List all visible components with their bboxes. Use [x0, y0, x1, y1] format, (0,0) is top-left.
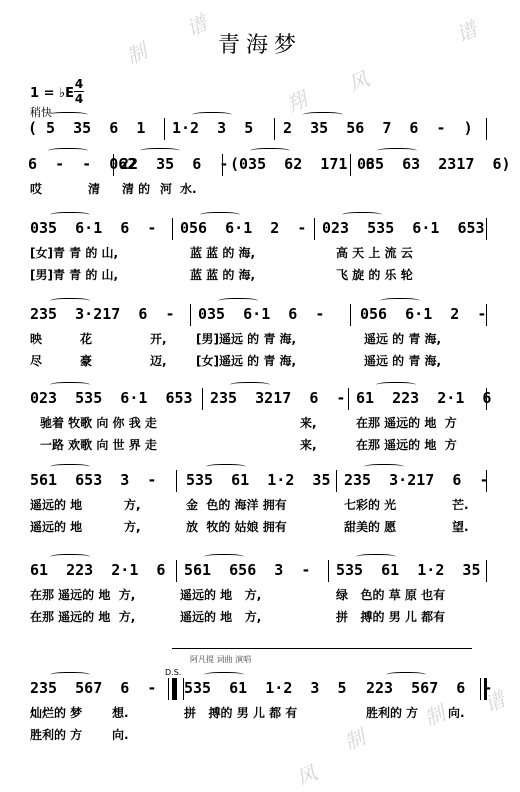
- lyric-line: [0, 436, 520, 454]
- lyric-text: 在那 遥远的 地 方,: [30, 610, 136, 624]
- lyric-line: [0, 244, 520, 262]
- lyric-text: 想.: [112, 706, 129, 720]
- lyric-text: 向.: [112, 728, 129, 742]
- lyric-text: 芒.: [452, 498, 469, 512]
- lyric-text: 望.: [452, 520, 469, 534]
- lyric-text: 来,: [300, 438, 317, 452]
- notation-measure: 561 656 3 -: [184, 561, 311, 579]
- lyric-text: 在那 遥远的 地 方: [356, 438, 457, 452]
- notation-line: [0, 218, 520, 242]
- notation-measure: 023 535 6·1 653: [30, 389, 193, 407]
- slur-arc: [50, 382, 90, 389]
- lyric-text: 方,: [124, 498, 141, 512]
- notation-measure: 223 567 6 -: [366, 679, 493, 697]
- notation-measure: 235 567 6 -: [30, 679, 157, 697]
- final-bar-line: [480, 678, 487, 700]
- watermark-glyph: 风: [344, 66, 373, 97]
- notation-measure: 235 3217 6 -: [210, 389, 346, 407]
- bar-line: [350, 154, 351, 176]
- lyric-text: 清 的: [122, 182, 151, 196]
- lyric-text: 在那 遥远的 地 方: [356, 416, 457, 430]
- notation-measure: 535 61 1·2 3 5: [184, 679, 347, 697]
- lyric-text: 花: [80, 332, 93, 346]
- watermark-glyph: 谱: [480, 686, 509, 717]
- notation-measure: 535 61 1·2 35: [336, 561, 481, 579]
- meter-numerator: 4: [74, 77, 84, 91]
- slur-arc: [140, 148, 180, 155]
- notation-measure: 035 63 2317 6): [357, 155, 511, 173]
- notation-line: [0, 470, 520, 494]
- slur-arc: [376, 382, 416, 389]
- notation-measure: 2 35 56 7 6 - ): [283, 119, 473, 137]
- slur-arc: [204, 672, 244, 679]
- lyric-line: [0, 352, 520, 370]
- lyric-text: 遥远 的 青 海,: [364, 332, 442, 346]
- lyric-text: 高 天 上 流 云: [336, 246, 413, 260]
- slur-arc: [356, 554, 396, 561]
- credit-line: 阿凡提 词曲 演唱: [190, 655, 252, 664]
- lyric-text: 飞 旋 的 乐 轮: [336, 268, 413, 282]
- lyric-line: [0, 180, 520, 198]
- bar-line: [336, 470, 337, 492]
- lyric-text: 绿 色的 草 原 也有: [336, 588, 446, 602]
- lyric-text: 尽: [30, 354, 43, 368]
- bar-line: [486, 118, 487, 140]
- tempo-marking: 稍快: [30, 106, 52, 119]
- watermark-glyph: 制: [122, 38, 151, 69]
- lyric-text: 水.: [180, 182, 197, 196]
- lyric-text: 甜美的 愿: [344, 520, 397, 534]
- notation-measure: 561 653 3 -: [30, 471, 157, 489]
- slur-arc: [50, 212, 90, 219]
- repeat-bar: [174, 678, 184, 700]
- lyric-text: 蓝 蓝 的 海,: [190, 268, 256, 282]
- watermark-glyph: 谱: [182, 10, 211, 41]
- lyric-text: 迈,: [150, 354, 167, 368]
- bar-line: [176, 470, 177, 492]
- lyric-text: 拼 搏的 男 儿 都有: [336, 610, 446, 624]
- bar-line: [202, 388, 203, 410]
- lyric-text: 方,: [124, 520, 141, 534]
- lyric-text: 拼 搏的 男 儿 都 有: [184, 706, 298, 720]
- bar-line: [348, 388, 349, 410]
- lyric-text: [女]青 青 的 山,: [30, 246, 119, 260]
- slur-arc: [230, 382, 270, 389]
- slur-arc: [386, 672, 426, 679]
- credit-rule: [172, 648, 472, 649]
- lyric-line: [0, 266, 520, 284]
- lyric-line: [0, 726, 520, 744]
- lyric-text: 胜利的 方: [366, 706, 419, 720]
- slur-arc: [50, 554, 90, 561]
- notation-measure: 056 6·1 2 -: [180, 219, 307, 237]
- watermark-glyph: 制: [340, 724, 369, 755]
- bar-line: [222, 154, 223, 176]
- lyric-text: 遥远的 地 方,: [180, 588, 262, 602]
- lyric-text: 遥远的 地: [30, 498, 83, 512]
- slur-arc: [364, 464, 404, 471]
- lyric-text: 豪: [80, 354, 93, 368]
- lyric-line: [0, 518, 520, 536]
- bar-line: [274, 118, 275, 140]
- time-signature: [74, 78, 84, 105]
- notation-measure: 035 6·1 6 -: [198, 305, 325, 323]
- lyric-text: 驰着 牧歌 向 你 我 走: [40, 416, 157, 430]
- notation-line: [0, 560, 520, 584]
- lyric-text: 金 色的 海洋 拥有: [186, 498, 287, 512]
- slur-arc: [206, 464, 246, 471]
- lyric-text: 河: [160, 182, 173, 196]
- lyric-text: 遥远 的 青 海,: [364, 354, 442, 368]
- lyric-text: 哎: [30, 182, 43, 196]
- slur-arc: [50, 298, 90, 305]
- lyric-text: 遥远的 地 方,: [180, 610, 262, 624]
- notation-measure: 056 6·1 2 -: [360, 305, 487, 323]
- lyric-line: [0, 608, 520, 626]
- lyric-text: [女]遥远 的 青 海,: [196, 354, 297, 368]
- slur-arc: [380, 298, 420, 305]
- lyric-text: 一路 欢歌 向 世 界 走: [40, 438, 157, 452]
- slur-arc: [200, 212, 240, 219]
- bar-line: [190, 304, 191, 326]
- notation-measure: 235 3·217 6 -: [30, 305, 175, 323]
- lyric-text: 清: [88, 182, 101, 196]
- notation-measure: 1·2 3 5: [172, 119, 254, 137]
- lyric-text: 蓝 蓝 的 海,: [190, 246, 256, 260]
- song-title: 青海梦: [217, 33, 302, 58]
- lyric-text: 遥远的 地: [30, 520, 83, 534]
- slur-arc: [48, 112, 88, 119]
- notation-line: [0, 678, 520, 702]
- watermark-glyph: 风: [292, 760, 321, 791]
- slur-arc: [342, 212, 382, 219]
- slur-arc: [377, 148, 417, 155]
- notation-measure: 61 223 2·1 6: [30, 561, 166, 579]
- slur-arc: [192, 112, 232, 119]
- notation-measure: 22 35 6 -: [120, 155, 229, 173]
- lyric-line: [0, 704, 520, 722]
- bar-line: [350, 304, 351, 326]
- notation-line: [0, 154, 520, 178]
- bar-line: [486, 304, 487, 326]
- lyric-text: 向.: [448, 706, 465, 720]
- bar-line: [176, 560, 177, 582]
- watermark-glyph: 翔: [282, 86, 311, 117]
- watermark-glyph: 谱: [452, 16, 481, 47]
- bar-line: [172, 218, 173, 240]
- bar-line: [486, 218, 487, 240]
- lyric-line: [0, 496, 520, 514]
- slur-arc: [218, 298, 258, 305]
- notation-line: [0, 388, 520, 412]
- lyric-text: 灿烂的 梦: [30, 706, 83, 720]
- notation-measure: 6 - - 062: [28, 155, 137, 173]
- bar-line: [486, 388, 487, 410]
- bar-line: [164, 118, 165, 140]
- watermark-glyph: 制: [420, 700, 449, 731]
- notation-measure: (035 62 171 6: [230, 155, 375, 173]
- notation-measure: 023 535 6·1 653: [322, 219, 485, 237]
- bar-line: [486, 470, 487, 492]
- bar-line: [113, 154, 114, 176]
- lyric-text: 开,: [150, 332, 167, 346]
- slur-arc: [50, 672, 90, 679]
- notation-line: [0, 118, 520, 142]
- lyric-text: [男]遥远 的 青 海,: [196, 332, 297, 346]
- lyric-text: 映: [30, 332, 43, 346]
- slur-arc: [303, 112, 343, 119]
- lyric-text: 七彩的 光: [344, 498, 397, 512]
- notation-measure: 535 61 1·2 35: [186, 471, 331, 489]
- lyric-text: 来,: [300, 416, 317, 430]
- meter-denominator: 4: [74, 92, 84, 106]
- bar-line: [314, 218, 315, 240]
- slur-arc: [204, 554, 244, 561]
- lyric-line: [0, 414, 520, 432]
- lyric-text: [男]青 青 的 山,: [30, 268, 119, 282]
- lyric-text: 胜利的 方: [30, 728, 83, 742]
- key-signature: 1 = ♭E: [30, 86, 75, 101]
- lyric-text: 在那 遥远的 地 方,: [30, 588, 136, 602]
- slur-arc: [250, 148, 290, 155]
- slur-arc: [50, 464, 90, 471]
- notation-line: [0, 304, 520, 328]
- lyric-line: [0, 330, 520, 348]
- slur-arc: [48, 148, 88, 155]
- lyric-line: [0, 586, 520, 604]
- notation-measure: ( 5 35 6 1: [28, 119, 146, 137]
- notation-measure: 235 3·217 6 -: [344, 471, 489, 489]
- lyric-text: 放 牧的 姑娘 拥有: [186, 520, 287, 534]
- ds-marking: D.S.: [165, 668, 182, 677]
- notation-measure: 61 223 2·1 6: [356, 389, 492, 407]
- notation-measure: 035 6·1 6 -: [30, 219, 157, 237]
- bar-line: [486, 560, 487, 582]
- bar-line: [328, 560, 329, 582]
